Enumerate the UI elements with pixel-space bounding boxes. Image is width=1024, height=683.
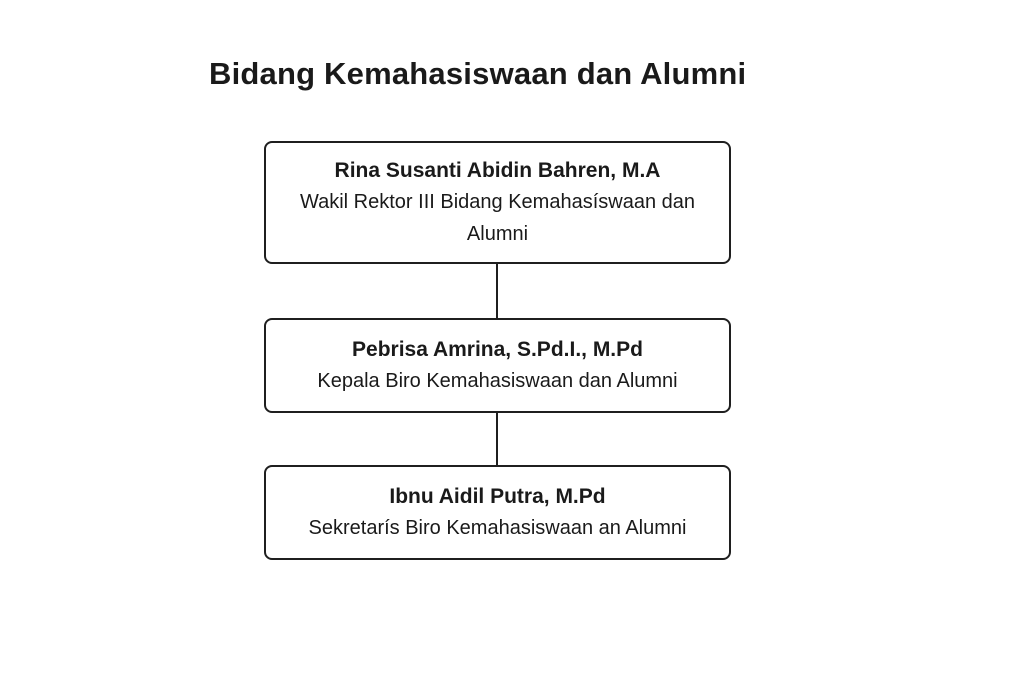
diagram-title: Bidang Kemahasiswaan dan Alumni bbox=[209, 56, 747, 91]
person-name: Ibnu Aidil Putra, M.Pd bbox=[389, 484, 606, 508]
connector-line bbox=[496, 413, 498, 465]
person-name: Pebrisa Amrina, S.Pd.I., M.Pd bbox=[352, 337, 643, 361]
person-role: Kepala Biro Kemahasiswaan dan Alumni bbox=[317, 369, 678, 392]
person-role: Sekretarís Biro Kemahasiswaan an Alumni bbox=[308, 516, 687, 539]
connector-line bbox=[496, 264, 498, 318]
org-node-kepala-biro bbox=[264, 318, 731, 413]
org-node-wakil-rektor bbox=[264, 141, 731, 264]
org-node-sekretaris-biro bbox=[264, 465, 731, 560]
person-role: Wakil Rektor III Bidang Kemahasíswaan dan Alumni bbox=[299, 190, 695, 245]
person-name: Rina Susanti Abidin Bahren, M.A bbox=[334, 158, 661, 182]
